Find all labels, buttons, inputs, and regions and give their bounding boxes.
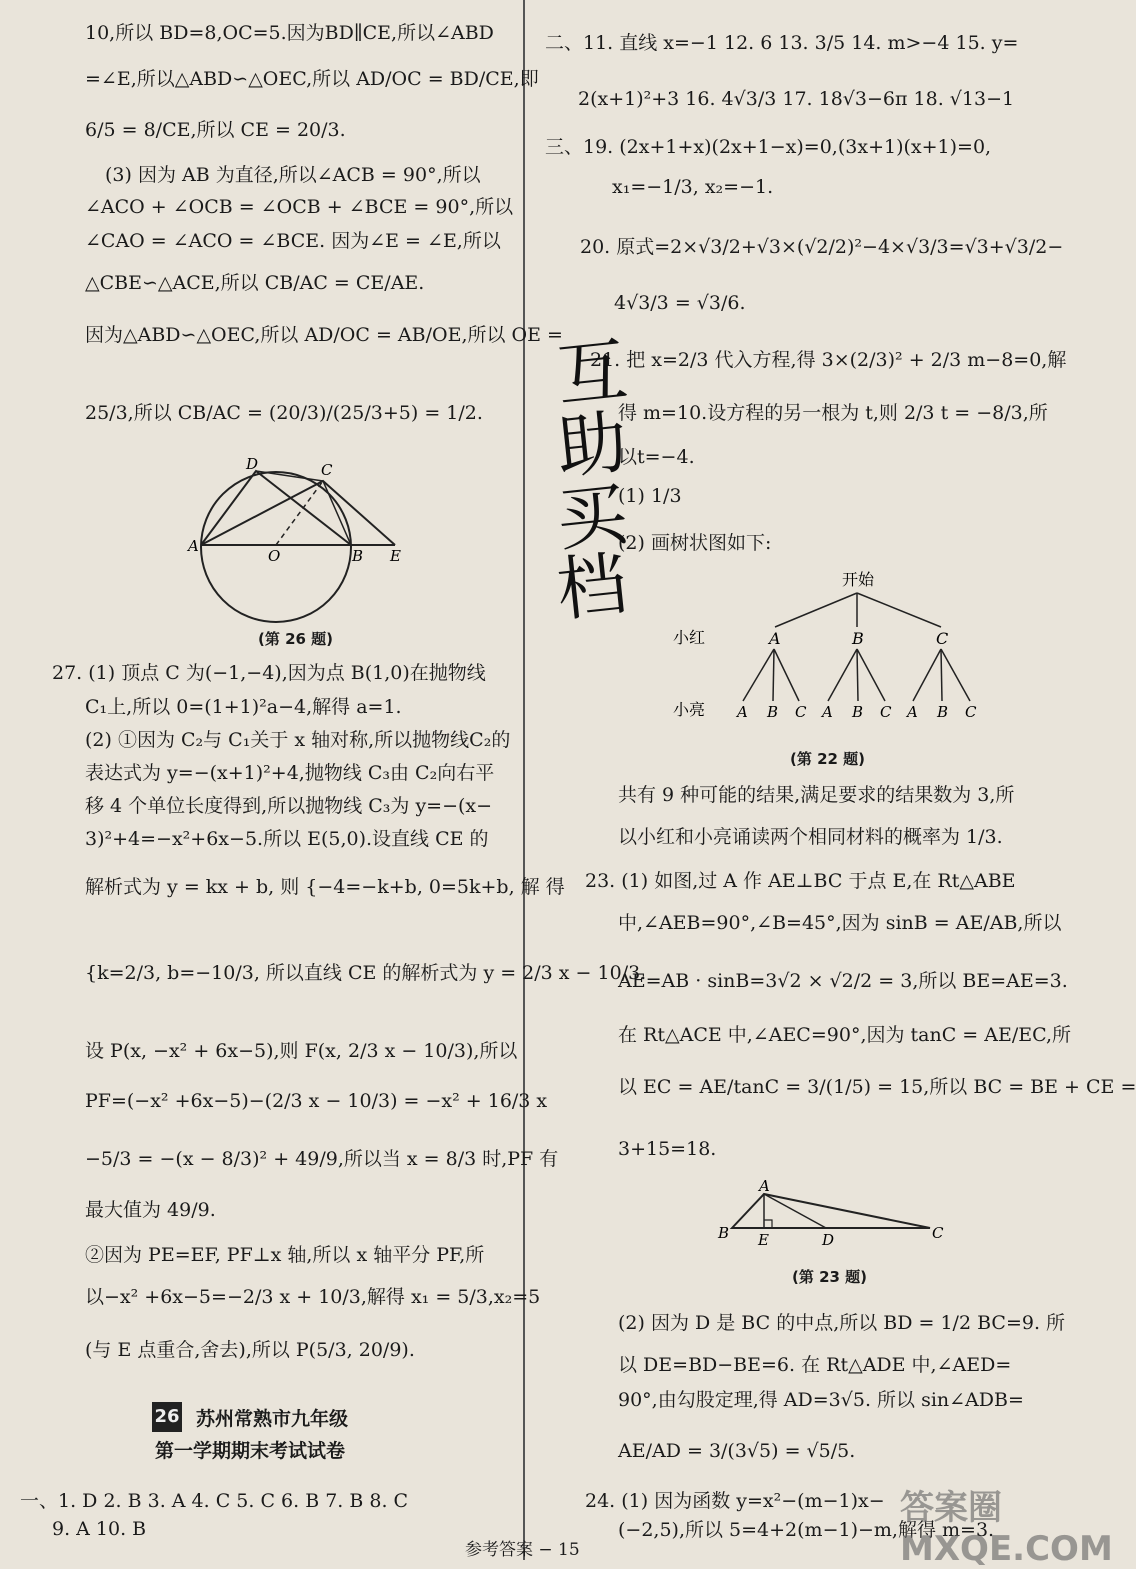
text-line: 得 m=10.设方程的另一根为 t,则 2/3 t = −8/3,所 xyxy=(618,402,1048,424)
text-line: 2(x+1)²+3 16. 4√3/3 17. 18√3−6π 18. √13−1 xyxy=(578,88,1015,110)
page-footer: 参考答案 − 15 xyxy=(465,1540,580,1560)
tree-leaf: B xyxy=(767,703,779,721)
text-line: 以t=−4. xyxy=(618,446,695,468)
figure-26 xyxy=(180,455,420,625)
text-line: ∠ACO + ∠OCB = ∠OCB + ∠BCE = 90°,所以 xyxy=(85,196,514,218)
label-a: A xyxy=(759,1177,770,1195)
text-line: ②因为 PE=EF, PF⊥x 轴,所以 x 轴平分 PF,所 xyxy=(85,1244,485,1266)
text-line: (1) 1/3 xyxy=(618,485,682,507)
tree-leaf: B xyxy=(937,703,949,721)
tree-leaf: B xyxy=(852,703,864,721)
text-line: ∠CAO = ∠ACO = ∠BCE. 因为∠E = ∠E,所以 xyxy=(85,230,501,252)
text-line: 23. (1) 如图,过 A 作 AE⊥BC 于点 E,在 Rt△ABE xyxy=(585,870,1016,892)
text-line: (−2,5),所以 5=4+2(m−1)−m,解得 m=3. xyxy=(618,1519,995,1541)
text-line: 3)²+4=−x²+6x−5.所以 E(5,0).设直线 CE 的 xyxy=(85,828,489,850)
text-line: (3) 因为 AB 为直径,所以∠ACB = 90°,所以 xyxy=(105,164,481,186)
text-line: 以小红和小亮诵读两个相同材料的概率为 1/3. xyxy=(618,826,1003,848)
figure-caption: (第 23 题) xyxy=(792,1268,868,1286)
text-line: 以 EC = AE/tanC = 3/(1/5) = 15,所以 BC = BE + CE = xyxy=(618,1076,1136,1098)
handwritten-char: 助 xyxy=(552,400,632,490)
text-line: 以 DE=BD−BE=6. 在 Rt△ADE 中,∠AED= xyxy=(618,1354,1012,1376)
figure-caption: (第 26 题) xyxy=(258,630,334,648)
tree-node-b: B xyxy=(852,629,864,648)
figure-23 xyxy=(712,1178,952,1250)
text-line: 最大值为 49/9. xyxy=(85,1199,216,1221)
line-cb xyxy=(323,481,351,545)
label-d: D xyxy=(246,455,259,473)
section-subtitle: 第一学期期末考试试卷 xyxy=(155,1440,346,1462)
triangle-ace xyxy=(201,481,395,545)
text-line: 共有 9 种可能的结果,满足要求的结果数为 3,所 xyxy=(618,784,1015,806)
text-line: 90°,由勾股定理,得 AD=3√5. 所以 sin∠ADB= xyxy=(618,1389,1024,1411)
answer-line: 一、1. D 2. B 3. A 4. C 5. C 6. B 7. B 8. C xyxy=(20,1490,409,1512)
text-line: 因为△ABD∽△OEC,所以 AD/OC = AB/OE,所以 OE = xyxy=(85,324,563,346)
text-line: 4√3/3 = √3/6. xyxy=(614,292,746,314)
triangle-abc xyxy=(732,1194,930,1228)
text-line: 三、19. (2x+1+x)(2x+1−x)=0,(3x+1)(x+1)=0, xyxy=(545,136,992,158)
section-badge: 26 xyxy=(152,1402,182,1432)
figure-caption: (第 22 题) xyxy=(790,750,866,768)
tree-leaf: C xyxy=(795,703,807,721)
watermark-logo: 答案圈 MXQE.COM xyxy=(900,1488,1113,1569)
label-c: C xyxy=(932,1224,944,1242)
text-line: 二、11. 直线 x=−1 12. 6 13. 3/5 14. m>−4 15. y= xyxy=(545,32,1019,54)
line-ad xyxy=(764,1194,826,1228)
tree-node-c: C xyxy=(936,629,949,648)
text-line: 移 4 个单位长度得到,所以抛物线 C₃为 y=−(x− xyxy=(85,795,493,817)
tree-leaf: C xyxy=(880,703,892,721)
handwritten-char: 档 xyxy=(552,542,632,632)
tree-edges-level2 xyxy=(743,649,970,701)
text-line: (2) 因为 D 是 BC 的中点,所以 BD = 1/2 BC=9. 所 xyxy=(618,1312,1066,1334)
column-divider xyxy=(523,0,525,1560)
tree-leaf: C xyxy=(965,703,977,721)
text-line: x₁=−1/3, x₂=−1. xyxy=(612,176,774,198)
text-line: −5/3 = −(x − 8/3)² + 49/9,所以当 x = 8/3 时,PF 有 xyxy=(85,1148,559,1170)
tree-diagram xyxy=(665,565,995,725)
tree-leaf: A xyxy=(737,703,748,721)
answer-line: 9. A 10. B xyxy=(52,1518,147,1540)
text-line: 设 P(x, −x² + 6x−5),则 F(x, 2/3 x − 10/3),所以 xyxy=(85,1040,518,1062)
text-line: AE/AD = 3/(3√5) = √5/5. xyxy=(618,1440,856,1462)
line-oc-dashed xyxy=(276,481,323,545)
text-line: 解析式为 y = kx + b, 则 {−4=−k+b, 0=5k+b, 解 得 xyxy=(85,876,565,898)
text-line: △CBE∽△ACE,所以 CB/AC = CE/AE. xyxy=(85,272,425,294)
text-line: =∠E,所以△ABD∽△OEC,所以 AD/OC = BD/CE,即 xyxy=(85,68,539,90)
section-title: 苏州常熟市九年级 xyxy=(196,1408,349,1430)
text-line: 6/5 = 8/CE,所以 CE = 20/3. xyxy=(85,119,346,141)
text-line: 中,∠AEB=90°,∠B=45°,因为 sinB = AE/AB,所以 xyxy=(618,912,1062,934)
text-line: (与 E 点重合,舍去),所以 P(5/3, 20/9). xyxy=(85,1339,415,1361)
text-line: C₁上,所以 0=(1+1)²a−4,解得 a=1. xyxy=(85,696,402,718)
tree-row2-label: 小亮 xyxy=(673,700,706,719)
label-b: B xyxy=(718,1224,730,1242)
tree-node-a: A xyxy=(769,629,781,648)
text-line: 21. 把 x=2/3 代入方程,得 3×(2/3)² + 2/3 m−8=0,解 xyxy=(590,349,1067,371)
tree-edge xyxy=(775,593,857,627)
label-e: E xyxy=(758,1231,769,1249)
text-line: PF=(−x² +6x−5)−(2/3 x − 10/3) = −x² + 16/3 x xyxy=(85,1090,548,1112)
tree-leaf: A xyxy=(822,703,833,721)
text-line: 20. 原式=2×√3/2+√3×(√2/2)²−4×√3/3=√3+√3/2− xyxy=(580,236,1064,258)
tree-edge xyxy=(857,593,941,627)
right-angle-mark xyxy=(764,1220,772,1228)
handwritten-char: 买 xyxy=(552,472,632,562)
label-d: D xyxy=(822,1231,835,1249)
label-b: B xyxy=(352,547,364,565)
text-line: 25/3,所以 CB/AC = (20/3)/(25/3+5) = 1/2. xyxy=(85,402,483,424)
tree-root: 开始 xyxy=(842,570,875,589)
text-line: {k=2/3, b=−10/3, 所以直线 CE 的解析式为 y = 2/3 x − 10/3. xyxy=(85,962,647,984)
text-line: (2) 画树状图如下: xyxy=(618,532,772,554)
label-c: C xyxy=(321,461,333,479)
label-a: A xyxy=(188,537,199,555)
label-o: O xyxy=(268,547,281,565)
tree-leaf: A xyxy=(907,703,918,721)
text-line: 10,所以 BD=8,OC=5.因为BD∥CE,所以∠ABD xyxy=(85,22,494,44)
text-line: AE=AB · sinB=3√2 × √2/2 = 3,所以 BE=AE=3. xyxy=(618,970,1068,992)
text-line: (2) ①因为 C₂与 C₁关于 x 轴对称,所以抛物线C₂的 xyxy=(85,729,511,751)
tree-row1-label: 小红 xyxy=(673,628,706,647)
text-line: 以−x² +6x−5=−2/3 x + 10/3,解得 x₁ = 5/3,x₂=5 xyxy=(85,1286,541,1308)
text-line: 24. (1) 因为函数 y=x²−(m−1)x− xyxy=(585,1490,885,1512)
text-line: 3+15=18. xyxy=(618,1138,717,1160)
text-line: 表达式为 y=−(x+1)²+4,抛物线 C₃由 C₂向右平 xyxy=(85,762,495,784)
text-line: 27. (1) 顶点 C 为(−1,−4),因为点 B(1,0)在抛物线 xyxy=(52,662,486,684)
label-e: E xyxy=(390,547,401,565)
handwritten-char: 互 xyxy=(552,328,632,418)
text-line: 在 Rt△ACE 中,∠AEC=90°,因为 tanC = AE/EC,所 xyxy=(618,1024,1072,1046)
